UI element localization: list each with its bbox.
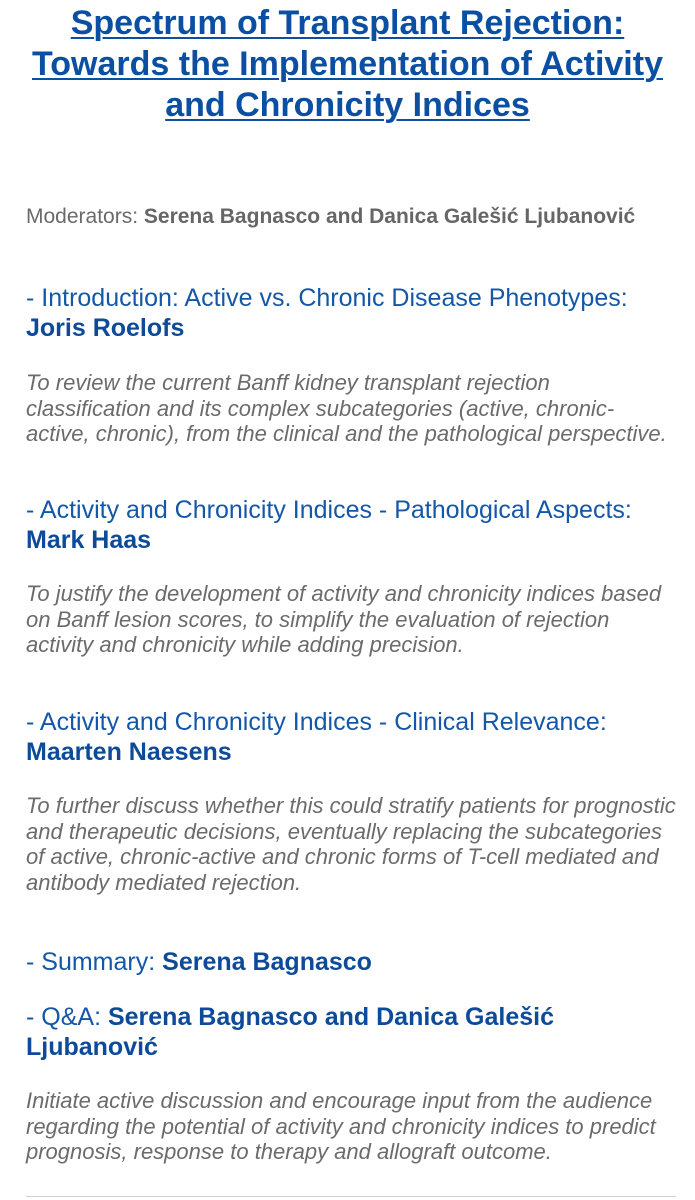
session-title: - Summary:: [26, 948, 156, 976]
session-speaker: Serena Bagnasco: [162, 948, 372, 976]
moderators-label: Moderators:: [26, 205, 139, 228]
session-description: To justify the development of activity and chronicity indices based on Banff lesion scores, to simplify the evaluation of rejection activity and chronicity while adding precision.: [26, 581, 662, 657]
session-topic: [26, 283, 676, 343]
session-topic: [26, 947, 676, 977]
session-topic: [26, 495, 676, 555]
session-title: - Q&A:: [26, 1003, 102, 1031]
divider: [26, 1196, 676, 1197]
session-speaker: Maarten Naesens: [26, 738, 232, 766]
session-topic: [26, 1002, 676, 1062]
page-title[interactable]: Spectrum of Transplant Rejection: Towards the Implementation of Activity and Chronicity Indices: [32, 4, 663, 124]
session-description: Initiate active discussion and encourage input from the audience regarding the potential of activity and chronicity indices to predict prognosis, response to therapy and allograft outcome.: [26, 1088, 656, 1164]
session-speaker: Serena Bagnasco and Danica Galešić Ljubanović: [26, 1003, 555, 1061]
session-title: - Activity and Chronicity Indices - Pathological Aspects:: [26, 496, 632, 524]
session-description: To review the current Banff kidney transplant rejection classification and its complex subcategories (active, chronic-active, chronic), from the clinical and the pathological perspective.: [26, 370, 667, 446]
session-topic: [26, 707, 676, 767]
session-speaker: Joris Roelofs: [26, 314, 185, 342]
session-description: To further discuss whether this could stratify patients for prognostic and therapeutic decisions, eventually replacing the subcategories of active, chronic-active and chronic forms of T-cell mediated and antibody mediated rejection.: [26, 793, 676, 895]
session-speaker: Mark Haas: [26, 526, 152, 554]
session-title: - Activity and Chronicity Indices - Clinical Relevance:: [26, 708, 607, 736]
moderators-names: Serena Bagnasco and Danica Galešić Ljubanović: [143, 205, 636, 228]
session-title: - Introduction: Active vs. Chronic Disease Phenotypes:: [26, 284, 628, 312]
moderators-line: [26, 203, 676, 230]
